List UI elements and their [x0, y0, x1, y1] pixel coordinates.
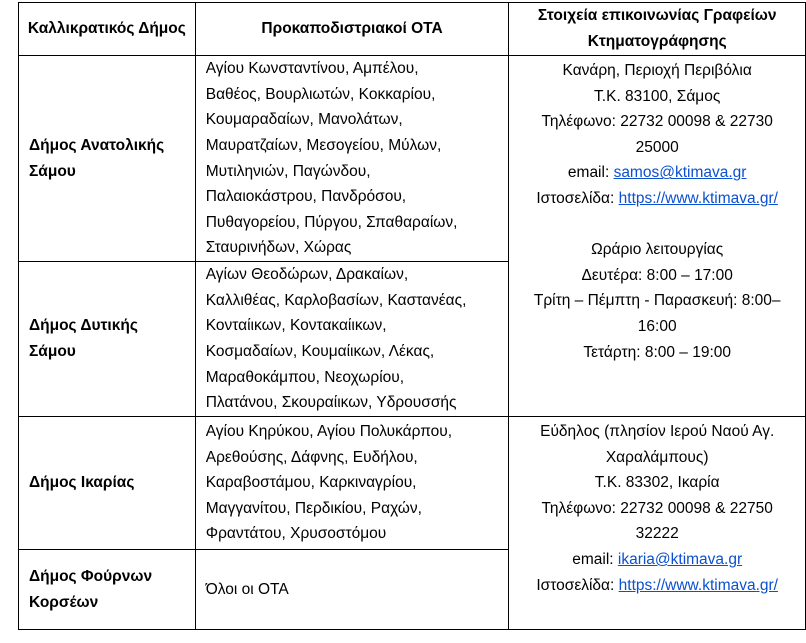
table-row — [19, 417, 806, 550]
contact-cell-samos: Κανάρη, Περιοχή Περιβόλια Τ.Κ. 83100, Σάμος Τηλέφωνο: 22732 00098 & 22730 25000 email: samos@ktimava.gr Ιστοσελίδα: https://www.ktimava.gr/ Ωράριο λειτουργίας Δευτέρα: 8:00 – 17:00 Τρίτη – Πέμπτη - Παρασκευή: 8:00– 16:00 Τετάρτη: 8:00 – 19:00 — [509, 56, 806, 417]
municipality-cell: Δήμος Φούρνων Κορσέων — [19, 550, 196, 630]
header-municipality: Καλλικρατικός Δήμος — [19, 3, 196, 56]
email-line: email: samos@ktimava.gr — [567, 164, 747, 182]
website-link[interactable]: https://www.ktimava.gr/ — [618, 189, 778, 207]
contact-cell-ikaria: Εύδηλος (πλησίον Ιερού Ναού Αγ. Χαραλάμπους) Τ.Κ. 83302, Ικαρία Τηλέφωνο: 22732 00098 & 22750 32222 email: ikaria@ktimava.gr Ιστοσελίδα: https://www.ktimava.gr/ — [509, 417, 806, 630]
ota-cell: Όλοι οι ΟΤΑ — [195, 550, 509, 630]
ota-cell: Αγίου Κωνσταντίνου, Αμπέλου, Βαθέος, Βουρλιωτών, Κοκκαρίου, Κουμαραδαίων, Μανολάτων, Μαυρατζαίων, Μεσογείου, Μύλων, Μυτιληνιών, Παγώνδου, Παλαιοκάστρου, Πανδρόσου, Πυθαγορείου, Πύργου, Σπαθαραίων, Σταυρινήδων, Χώρας — [195, 56, 509, 262]
website-line: Ιστοσελίδα: https://www.ktimava.gr/ — [536, 189, 778, 207]
ota-cell: Αγίου Κηρύκου, Αγίου Πολυκάρπου, Αρεθούσης, Δάφνης, Ευδήλου, Καραβοστάμου, Καρκιναγρίου, Μαγγανίτου, Περδικίου, Ραχών, Φραντάτου, Χρυσοστόμου — [195, 417, 509, 550]
website-link[interactable]: https://www.ktimava.gr/ — [618, 576, 778, 594]
email-line: email: ikaria@ktimava.gr — [572, 550, 743, 568]
spacer — [509, 212, 805, 238]
municipality-cell: Δήμος Ικαρίας — [19, 417, 196, 550]
header-ota: Προκαποδιστριακοί ΟΤΑ — [195, 3, 509, 56]
table-header-row — [19, 3, 806, 56]
website-line: Ιστοσελίδα: https://www.ktimava.gr/ — [536, 576, 778, 594]
ota-cell: Αγίων Θεοδώρων, Δρακαίων, Καλλιθέας, Καρλοβασίων, Καστανέας, Κονταίικων, Κοντακαίικων, Κοσμαδαίων, Κουμαίικων, Λέκας, Μαραθοκάμπου, Νεοχωρίου, Πλατάνου, Σκουραίικων, Υδρουσσής — [195, 262, 509, 417]
municipality-cell: Δήμος Ανατολικής Σάμου — [19, 56, 196, 262]
email-link[interactable]: ikaria@ktimava.gr — [617, 550, 743, 568]
table-row — [19, 56, 806, 262]
email-link[interactable]: samos@ktimava.gr — [613, 164, 747, 182]
municipality-cell: Δήμος Δυτικής Σάμου — [19, 262, 196, 417]
header-contact: Στοιχεία επικοινωνίας Γραφείων Κτηματογράφησης — [509, 3, 806, 56]
offices-table — [18, 2, 806, 630]
